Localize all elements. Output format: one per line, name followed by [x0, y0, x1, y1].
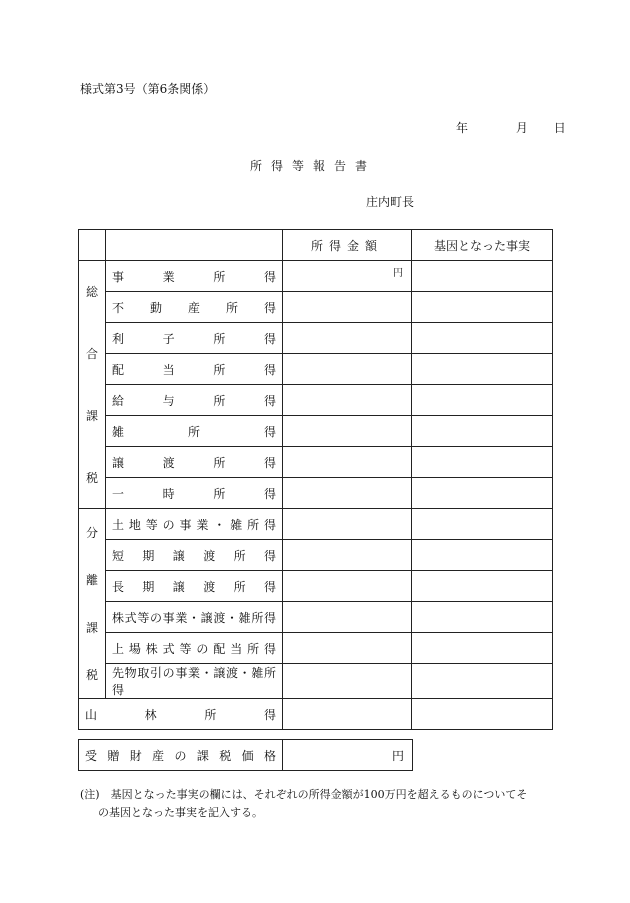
- row-label: 配当所得: [106, 354, 283, 385]
- amount-cell[interactable]: [283, 664, 412, 699]
- row-label: 株式等の事業・譲渡・雑所得: [106, 602, 283, 633]
- note-line-2: の基因となった事実を記入する。: [98, 806, 263, 819]
- date-day: 日: [553, 121, 566, 135]
- category-char: 分: [85, 526, 98, 541]
- income-report-table: [78, 229, 553, 730]
- basis-cell[interactable]: [412, 385, 553, 416]
- amount-cell[interactable]: [283, 478, 412, 509]
- category-char: 税: [85, 470, 98, 485]
- note: [80, 786, 560, 822]
- date-year: 年: [456, 121, 469, 135]
- header-blank-2: [106, 230, 283, 261]
- table-row: [79, 602, 553, 633]
- table-row: [79, 540, 553, 571]
- note-line-1: (注) 基因となった事実の欄には、それぞれの所得金額が100万円を超えるものについてそ: [80, 788, 528, 801]
- row-label: 雑所得: [106, 416, 283, 447]
- table-row: [79, 261, 553, 292]
- basis-cell[interactable]: [412, 509, 553, 540]
- table-row: [79, 323, 553, 354]
- table-body: [79, 261, 553, 699]
- table-row: [79, 385, 553, 416]
- document-title: 所得等報告書: [250, 159, 377, 173]
- date-month: 月: [515, 121, 528, 135]
- row-label: 短期譲渡所得: [106, 540, 283, 571]
- basis-cell[interactable]: [412, 633, 553, 664]
- category-cell: [79, 261, 106, 509]
- row-label: 土地等の事業・雑所得: [106, 509, 283, 540]
- row-label: 利子所得: [106, 323, 283, 354]
- row-label: 一時所得: [106, 478, 283, 509]
- row-label: 上場株式等の配当所得: [106, 633, 283, 664]
- amount-cell[interactable]: [283, 447, 412, 478]
- basis-cell[interactable]: [412, 571, 553, 602]
- row-label: 給与所得: [106, 385, 283, 416]
- gift-amount-cell[interactable]: 円: [283, 740, 413, 771]
- row-label: 事業所得: [106, 261, 283, 292]
- category-char: 課: [85, 620, 98, 635]
- amount-cell[interactable]: [283, 509, 412, 540]
- basis-cell[interactable]: [412, 664, 553, 699]
- header-basis-fact: 基因となった事実: [412, 230, 553, 261]
- table-row: [79, 699, 553, 730]
- table-header-row: [79, 230, 553, 261]
- table-row: [79, 354, 553, 385]
- amount-cell[interactable]: [283, 633, 412, 664]
- amount-cell[interactable]: [283, 292, 412, 323]
- amount-cell[interactable]: [283, 699, 412, 730]
- header-income-amount: 所得金額: [283, 230, 412, 261]
- table-row: [79, 292, 553, 323]
- table-row: [79, 447, 553, 478]
- form-number: 様式第3号（第6条関係）: [80, 82, 216, 96]
- amount-cell[interactable]: [283, 261, 412, 292]
- date-line: [456, 119, 566, 136]
- table-row: [79, 633, 553, 664]
- table-row: [79, 571, 553, 602]
- amount-cell[interactable]: [283, 354, 412, 385]
- table-row: [79, 416, 553, 447]
- row-label: 先物取引の事業・譲渡・雑所得: [106, 664, 283, 699]
- basis-cell[interactable]: [412, 540, 553, 571]
- basis-cell[interactable]: [412, 261, 553, 292]
- row-label: 不動産所得: [106, 292, 283, 323]
- gift-label: 受贈財産の課税価格: [79, 740, 283, 771]
- amount-cell[interactable]: [283, 571, 412, 602]
- category-char: 総: [85, 285, 98, 300]
- header-blank-1: [79, 230, 106, 261]
- basis-cell[interactable]: [412, 602, 553, 633]
- table-row: [79, 509, 553, 540]
- amount-cell[interactable]: [283, 323, 412, 354]
- basis-cell[interactable]: [412, 354, 553, 385]
- table-row: [79, 740, 413, 771]
- row-label: 山林所得: [79, 699, 283, 730]
- row-label: 譲渡所得: [106, 447, 283, 478]
- table-row: [79, 478, 553, 509]
- basis-cell[interactable]: [412, 292, 553, 323]
- recipient: 庄内町長: [366, 195, 415, 209]
- basis-cell[interactable]: [412, 416, 553, 447]
- category-char: 離: [85, 573, 98, 588]
- row-label: 長期譲渡所得: [106, 571, 283, 602]
- basis-cell[interactable]: [412, 478, 553, 509]
- category-char: 課: [85, 408, 98, 423]
- amount-cell[interactable]: [283, 416, 412, 447]
- yen-unit: 円: [393, 268, 403, 279]
- category-cell: [79, 509, 106, 699]
- amount-cell[interactable]: [283, 602, 412, 633]
- basis-cell[interactable]: [412, 699, 553, 730]
- table-row: [79, 664, 553, 699]
- basis-cell[interactable]: [412, 323, 553, 354]
- category-char: 税: [85, 667, 98, 682]
- gift-property-table: [78, 739, 413, 771]
- amount-cell[interactable]: [283, 540, 412, 571]
- category-char: 合: [85, 347, 98, 362]
- amount-cell[interactable]: [283, 385, 412, 416]
- basis-cell[interactable]: [412, 447, 553, 478]
